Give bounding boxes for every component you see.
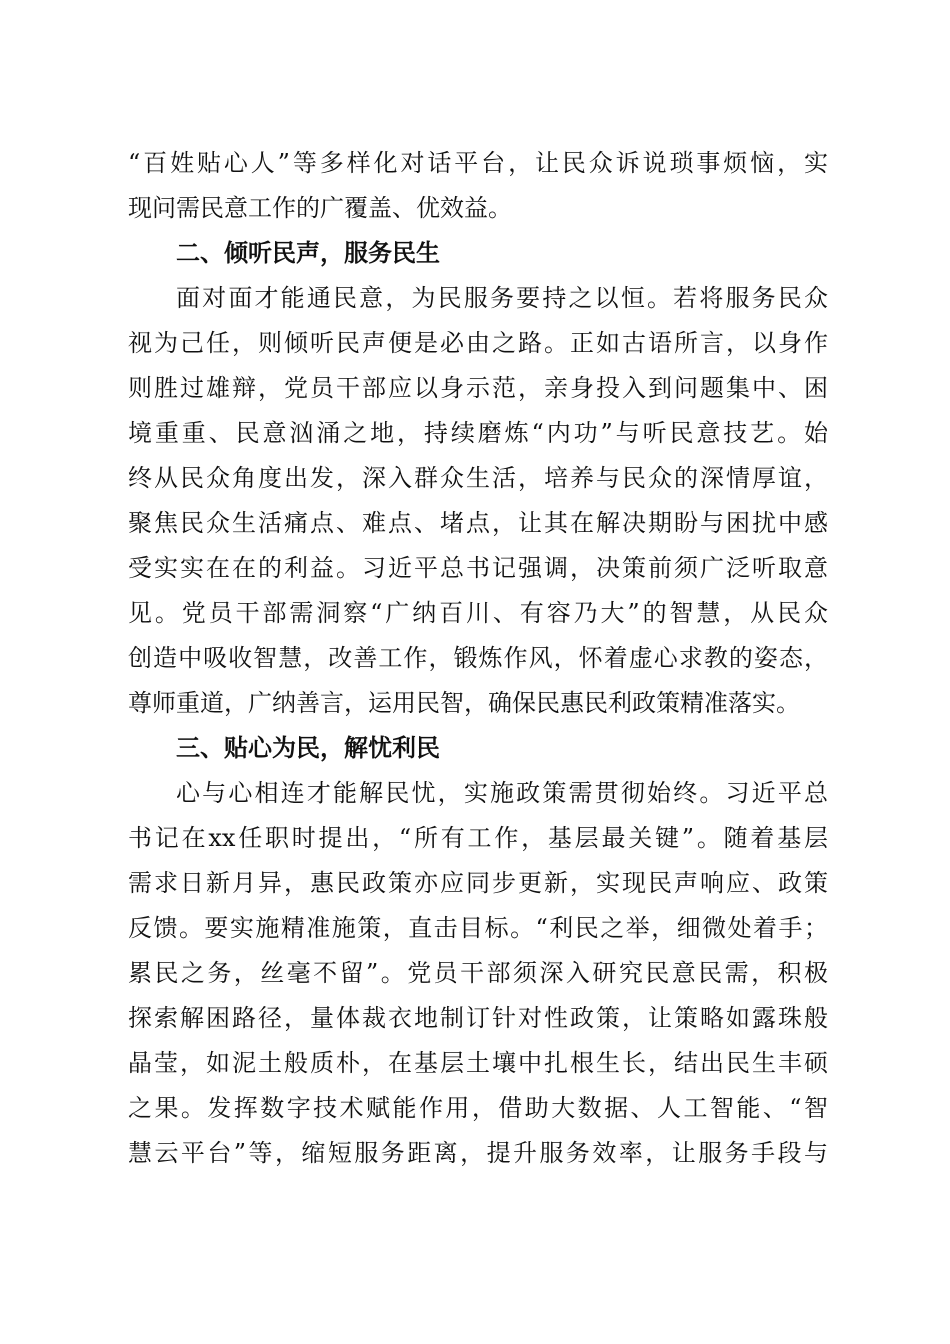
paragraph-line: 面对面才能通民意，为民服务要持之以恒。若将服务民众: [176, 284, 828, 312]
paragraph-line: 晶莹，如泥土般质朴，在基层土壤中扎根生长，结出民生丰硕: [128, 1049, 828, 1077]
paragraph-line: 书记在xx任职时提出，“所有工作，基层最关键”。随着基层: [128, 824, 828, 852]
paragraph-line: 心与心相连才能解民忧，实施政策需贯彻始终。习近平总: [176, 779, 828, 807]
paragraph-line: 创造中吸收智慧，改善工作，锻炼作风，怀着虚心求教的姿态，: [128, 644, 828, 672]
paragraph-line: 则胜过雄辩，党员干部应以身示范，亲身投入到问题集中、困: [128, 374, 828, 402]
paragraph-line: 需求日新月异，惠民政策亦应同步更新，实现民声响应、政策: [128, 869, 828, 897]
paragraph-line: 聚焦民众生活痛点、难点、堵点，让其在解决期盼与困扰中感: [128, 509, 828, 537]
paragraph-line: 探索解困路径，量体裁衣地制订针对性政策，让策略如露珠般: [128, 1004, 828, 1032]
paragraph-line: 慧云平台”等，缩短服务距离，提升服务效率，让服务手段与: [128, 1139, 828, 1167]
paragraph-line: 累民之务，丝毫不留”。党员干部须深入研究民意民需，积极: [128, 959, 828, 987]
paragraph-line: 现问需民意工作的广覆盖、优效益。: [128, 194, 512, 222]
section-heading-2: 二、倾听民声，服务民生: [176, 239, 440, 267]
paragraph-line: 反馈。要实施精准施策，直击目标。“利民之举，细微处着手；: [128, 914, 828, 942]
paragraph-line: 见。党员干部需洞察“广纳百川、有容乃大”的智慧，从民众: [128, 599, 828, 627]
paragraph-line: 受实实在在的利益。习近平总书记强调，决策前须广泛听取意: [128, 554, 828, 582]
section-heading-3: 三、贴心为民，解忧利民: [176, 734, 440, 762]
paragraph-line: 终从民众角度出发，深入群众生活，培养与民众的深情厚谊，: [128, 464, 828, 492]
paragraph-line: 之果。发挥数字技术赋能作用，借助大数据、人工智能、“智: [128, 1094, 828, 1122]
paragraph-line: 尊师重道，广纳善言，运用民智，确保民惠民利政策精准落实。: [128, 689, 800, 717]
paragraph-line: 视为己任，则倾听民声便是必由之路。正如古语所言，以身作: [128, 329, 828, 357]
paragraph-line: 境重重、民意汹涌之地，持续磨炼“内功”与听民意技艺。始: [128, 419, 828, 447]
paragraph-line: “百姓贴心人”等多样化对话平台，让民众诉说琐事烦恼，实: [128, 149, 828, 177]
